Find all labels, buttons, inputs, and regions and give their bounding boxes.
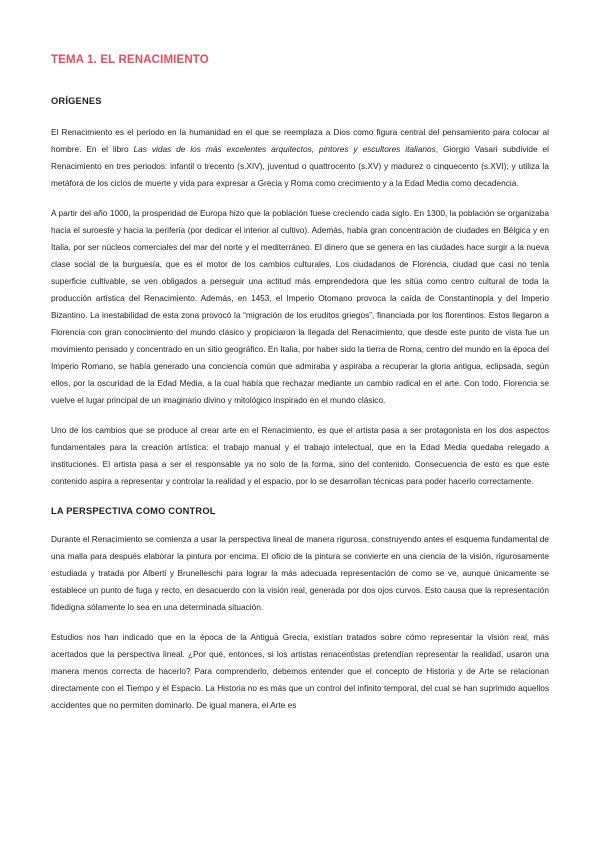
paragraph-origenes-1: [51, 124, 549, 192]
paragraph-perspectiva-2: Estudios nos han indicado que en la época de la Antigua Grecia, existían tratados sobre cómo representar la visión real, más acertados que la perspectiva lineal. ¿Por qué, entonces, si los artistas renacentistas pretendían representar la realidad, usaron una manera menos correcta de hacerlo? Para comprenderlo, debemos entender que el concepto de Historia y de Arte se relacionan directamente con el Tiempo y el Espacio. La Historia no es más que un control del infinito temporal, del cual se han suprimido aquellos accidentes que no permiten dominarlo. De igual manera, el Arte es: [51, 632, 549, 710]
page-content: [51, 52, 549, 714]
book-title: Las vidas de los más excelentes arquitectos, pintores y escultores italianos: [133, 144, 436, 154]
paragraph-origenes-3: Uno de los cambios que se produce al crear arte en el Renacimiento, es que el artista pasa a ser protagonista en los dos aspectos fundamentales para la creación artística: el trabajo manual y el trabajo intelectual, que en la Edad Media quedaba relegado a instituciones. El artista pasa a ser el responsable ya no solo de la forma, sino del contenido. Consecuencia de esto es que este contenido aspira a representar y controlar la realidad y el espacio, por lo se desarrollan técnicas para poder hacerlo correctamente.: [51, 425, 549, 486]
section-heading-perspectiva: LA PERSPECTIVA COMO CONTROL: [51, 506, 216, 516]
section-heading-origenes: ORÍGENES: [51, 96, 102, 106]
paragraph-origenes-2: A partir del año 1000, la prosperidad de Europa hizo que la población fuese creciendo cada siglo. En 1300, la población se organizaba hacia el suroeste y hacia la periferia (por dedicar el interior al cultivo). Además, había gran concentración de ciudades en Bélgica y en Italia, por ser núcleos comerciales del mar del norte y el mediterráneo. El dinero que se genera en las ciudades hace surgir a la nueva clase social de la burguesía, que es el motor de los cambios culturales. Los ciudadanos de Florencia, ciudad que casi no tenía superficie cultivable, se ven obligados a perseguir una actitud más emprendedora que les sitúa como centro cultural de toda la producción artística del Renacimiento. Además, en 1453, el Imperio Otomano provoca la caída de Constantinopla y del Imperio Bizantino. La inestabilidad de esta zona provocó la “migración de los eruditos griegos”, financiada por los florentinos. Estos llegaron a Florencia con gran conocimiento del mundo clásico y propiciaron la llegada del Renacimiento, que desde este punto de vista fue un movimiento pensado y concentrado en un sitio geográfico. En Italia, por haber sido la tierra de Roma, centro del mundo en la época del Imperio Romano, se había generado una conciencia común que admiraba y aspiraba a recuperar la gloria antigua, eclipsada, según ellos, por la oscuridad de la Edad Media, a la cual había que rechazar mediante un cambio radical en el arte. Con todo, Florencia se vuelve el lugar principal de un imaginario divino y mitológico inspirado en el mundo clásico.: [51, 208, 549, 405]
document-title: TEMA 1. EL RENACIMIENTO: [51, 54, 209, 66]
paragraph-text: El Renacimiento es el periodo en la humanidad en el que se reemplaza a Dios como figura central del pensamiento para colocar al hombre. En el libro: [51, 127, 549, 154]
paragraph-perspectiva-1: Durante el Renacimiento se comienza a usar la perspectiva lineal de manera rigurosa, construyendo antes el esquema fundamental de una malla para después elaborar la pintura por encima. El oficio de la pintura se convierte en una ciencia de la visión, rigurosamente estudiada y tratada por Alberti y Brunelleschi para lograr la más adecuada representación de como se ve, aunque únicamente se establece un punto de fuga y recto, en desacuerdo con la visión real, generada por dos ojos curvos. Esto causa que la representación fidedigna sólamente lo sea en una determinada situación.: [51, 534, 549, 612]
paragraph-text: , Giorgio Vasari subdivide el Renacimiento en tres periodos: infantil o trecento (s.XIV), juventud o quattrocento (s.XV) y madurez o cinquecento (s.XVI); y utiliza la metáfora de los ciclos de muerte y vida para expresar a Grecia y Roma como crecimiento y a la Edad Media como decadencia.: [51, 144, 549, 188]
